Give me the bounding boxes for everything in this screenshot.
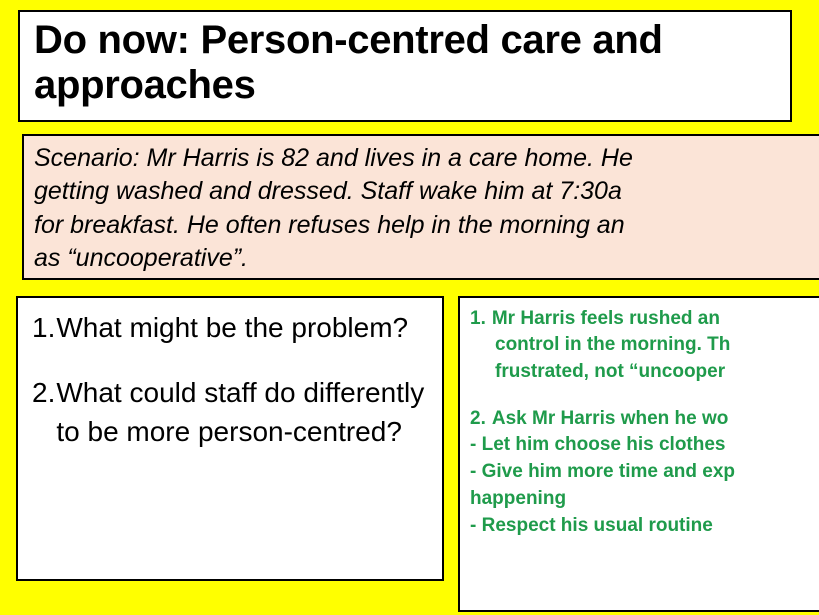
question-item-2 [32, 373, 430, 451]
question-spacer [32, 347, 430, 373]
scenario-line-2: getting washed and dressed. Staff wake him at 7:30a [34, 177, 622, 206]
question-item-1 [32, 308, 430, 347]
answer-2-number: 2. [470, 408, 486, 430]
answers-spacer [470, 386, 819, 406]
question-number-2: 2. [32, 377, 56, 409]
answer-1-number: 1. [470, 308, 486, 329]
page-title: Do now: Person-centred care and approaches [34, 18, 663, 107]
answer-2-first-line [470, 406, 819, 432]
answer-2-bullet-3: - Respect his usual routine [470, 515, 713, 537]
question-number-1: 1. [32, 312, 56, 343]
question-text-2: What could staff do differently to be more person-centred? [56, 377, 425, 448]
scenario-line-4: as “uncooperative”. [34, 243, 249, 272]
answer-2-bullet-2: - Give him more time and exp [470, 461, 736, 483]
answer-1-line-3: frustrated, not “uncooper [495, 361, 726, 383]
scenario-line-3: for breakfast. He often refuses help in the morning an [34, 210, 625, 239]
answer-1-line-1: Mr Harris feels rushed an [491, 308, 720, 329]
questions-box [16, 296, 444, 581]
answer-1-first-line [470, 306, 819, 332]
answer-2-bullet-1: - Let him choose his clothes [470, 434, 726, 456]
answers-box [458, 296, 819, 612]
answer-1-line-2: control in the morning. Th [495, 334, 731, 356]
answer-2-bullet-2-cont: happening [470, 488, 567, 510]
scenario-box [22, 134, 819, 280]
title-box [18, 10, 792, 122]
scenario-line-1: Scenario: Mr Harris is 82 and lives in a care home. He [34, 144, 633, 172]
answer-2-heading: Ask Mr Harris when he wo [491, 408, 729, 430]
question-text-1: What might be the problem? [56, 312, 409, 343]
